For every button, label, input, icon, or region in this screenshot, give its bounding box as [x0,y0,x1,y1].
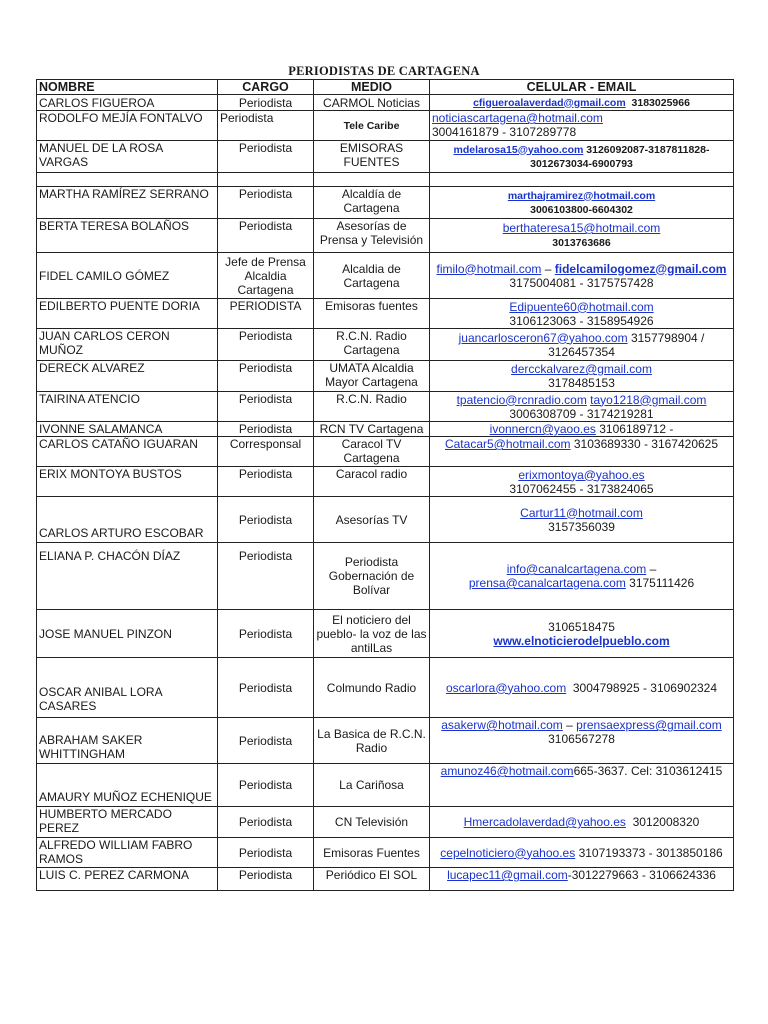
table-row [37,437,734,467]
cell-nombre: ELIANA P. CHACÓN DÍAZ [37,543,218,610]
phone-text: 3107062455 - 3173824065 [509,481,654,496]
email-link[interactable]: mdelarosa15@yahoo.com [453,143,584,156]
phone-text: 3126092087-3187811828-3012673034-6900793 [530,143,710,170]
phone-text: 3012008320 [632,815,700,829]
cell-contacto [430,718,734,764]
email-link-2[interactable]: prensa@canalcartagena.com [468,576,626,590]
cell-medio: CN Televisión [314,807,430,838]
email-link[interactable]: juancarlosceron67@yahoo.com [458,330,628,345]
email-link[interactable]: Cartur11@hotmail.com [520,505,643,520]
cell-nombre: MANUEL DE LA ROSA VARGAS [37,141,218,173]
cell-medio: La Cariñosa [314,764,430,807]
cell-nombre: EDILBERTO PUENTE DORIA [37,299,218,329]
phone-text: -3012279663 - 3106624336 [567,868,716,882]
email-link[interactable]: dercckalvarez@gmail.com [511,362,652,376]
cell-cargo: Periodista [218,807,314,838]
email-link[interactable]: Catacar5@hotmail.com [444,437,571,451]
table-row [37,141,734,173]
phone-text: 3006103800-6604302 [530,203,633,216]
cell-medio: RCN TV Cartagena [314,422,430,437]
cell-contacto [430,610,734,658]
cell-medio: Caracol TV Cartagena [314,437,430,467]
cell-cargo: Periodista [218,868,314,891]
cell-cargo: Periodista [218,658,314,718]
phone-text: 665-3637. Cel: 3103612415 [573,764,723,778]
cell-medio: Alcaldia de Cartagena [314,253,430,299]
cell-contacto [430,329,734,361]
cell-medio: UMATA Alcaldia Mayor Cartagena [314,361,430,392]
cell-nombre: ABRAHAM SAKER WHITTINGHAM [37,718,218,764]
cell-nombre: RODOLFO MEJÍA FONTALVO [37,111,218,141]
email-link[interactable]: oscarlora@yahoo.com [445,680,567,695]
cell-cargo: Periodista [218,610,314,658]
email-link[interactable]: erixmontoya@yahoo.es [518,467,645,482]
email-link[interactable]: marthajramirez@hotmail.com [507,189,656,202]
cell-medio: EMISORAS FUENTES [314,141,430,173]
cell-medio: Alcaldía de Cartagena [314,187,430,219]
cell-cargo: Periodista [218,111,314,141]
cell-cargo: Jefe de Prensa Alcaldia Cartagena [218,253,314,299]
cell-contacto [430,467,734,497]
email-link[interactable]: asakerw@hotmail.com [441,718,563,732]
cell-nombre: IVONNE SALAMANCA [37,422,218,437]
table-row-empty [37,173,734,187]
cell-nombre: BERTA TERESA BOLAÑOS [37,219,218,253]
table-row [37,329,734,361]
cell-nombre: CARLOS ARTURO ESCOBAR [37,497,218,543]
email-link[interactable]: cfigueroalaverdad@gmail.com [473,96,626,109]
cell-medio: R.C.N. Radio [314,392,430,422]
table-row [37,807,734,838]
cell-medio: Periodista Gobernación de Bolívar [314,543,430,610]
phone-text: 3013763686 [552,237,611,249]
cell-contacto [430,437,734,467]
cell-contacto [430,95,734,111]
cell-contacto [430,658,734,718]
cell-contacto [430,838,734,868]
cell-contacto [430,764,734,807]
table-row [37,219,734,253]
cell-nombre: OSCAR ANIBAL LORA CASARES [37,658,218,718]
cell-contacto [430,807,734,838]
cell-contacto [430,422,734,437]
phone-text: 3004798925 - 3106902324 [572,680,718,695]
phone-text: 3004161879 - 3107289778 [432,125,577,139]
website-link[interactable]: www.elnoticierodelpueblo.com [493,633,670,648]
header-cargo: CARGO [218,80,314,95]
cell-medio: Caracol radio [314,467,430,497]
table-row [37,187,734,219]
cell-medio [314,173,430,187]
cell-cargo: Periodista [218,187,314,219]
cell-cargo: Periodista [218,543,314,610]
cell-medio: Emisoras Fuentes [314,838,430,868]
cell-medio: La Basica de R.C.N. Radio [314,718,430,764]
email-link[interactable]: noticiascartagena@hotmail.com [432,111,603,125]
cell-cargo: Periodista [218,392,314,422]
cell-cargo: Periodista [218,497,314,543]
cell-medio: Tele Caribe [314,111,430,141]
phone-text: 3183025966 [631,96,690,109]
cell-cargo: Periodista [218,718,314,764]
phone-text: 3106518475 [548,619,615,634]
cell-nombre: TAIRINA ATENCIO [37,392,218,422]
cell-nombre: ALFREDO WILLIAM FABRO RAMOS [37,838,218,868]
phone-text: 3106123063 - 3158954926 [509,313,654,328]
table-row [37,111,734,141]
table-row [37,467,734,497]
separator-text: – [562,718,577,732]
table-header-row [37,80,734,95]
cell-contacto [430,361,734,392]
cell-contacto [430,497,734,543]
cell-cargo: Periodista [218,329,314,361]
cell-nombre: FIDEL CAMILO GÓMEZ [37,253,218,299]
phone-text: 3157356039 [548,519,615,534]
phone-text: 3106189712 - [599,422,674,436]
cell-cargo: Periodista [218,219,314,253]
cell-nombre: JUAN CARLOS CERON MUÑOZ [37,329,218,361]
cell-contacto [430,111,734,141]
email-link[interactable]: berthateresa15@hotmail.com [502,221,661,235]
cell-contacto [430,173,734,187]
email-link[interactable]: amunoz46@hotmail.com [440,764,574,778]
email-link[interactable]: info@canalcartagena.com [506,562,647,576]
cell-cargo: PERIODISTA [218,299,314,329]
cell-medio: R.C.N. Radio Cartagena [314,329,430,361]
email-link-2[interactable]: fidelcamilogomez@gmail.com [554,261,727,276]
cell-medio: Emisoras fuentes [314,299,430,329]
cell-medio: Asesorías de Prensa y Televisión [314,219,430,253]
phone-text: 3006308709 - 3174219281 [509,406,654,421]
cell-contacto [430,392,734,422]
phone-text: 3178485153 [548,376,615,390]
cell-cargo: Periodista [218,361,314,392]
table-row [37,95,734,111]
page-title: PERIODISTAS DE CARTAGENA [288,64,480,78]
table-row [37,361,734,392]
email-link[interactable]: lucapec11@gmail.com [447,868,568,882]
header-nombre: NOMBRE [37,80,218,95]
email-link[interactable]: tpatencio@rcnradio.com [456,392,587,407]
table-row [37,497,734,543]
cell-nombre: CARLOS FIGUEROA [37,95,218,111]
table-row [37,253,734,299]
table-row [37,764,734,807]
cell-nombre: ERIX MONTOYA BUSTOS [37,467,218,497]
cell-cargo [218,173,314,187]
cell-cargo: Periodista [218,422,314,437]
email-link-2[interactable]: prensaexpress@gmail.com [576,718,722,732]
cell-contacto [430,543,734,610]
cell-cargo: Periodista [218,141,314,173]
cell-cargo: Periodista [218,95,314,111]
table-row [37,838,734,868]
separator-text: – [541,261,555,276]
phone-text: 3175111426 [629,576,695,590]
header-contacto: CELULAR - EMAIL [430,80,734,95]
cell-nombre: AMAURY MUÑOZ ECHENIQUE [37,764,218,807]
cell-contacto [430,219,734,253]
cell-cargo: Periodista [218,838,314,868]
cell-cargo: Corresponsal [218,437,314,467]
phone-text: 3175004081 - 3175757428 [509,275,654,290]
table-row [37,610,734,658]
cell-contacto [430,868,734,891]
cell-nombre: LUIS C. PEREZ CARMONA [37,868,218,891]
email-link[interactable]: ivonnercn@yaoo.es [489,422,596,436]
cell-medio: CARMOL Noticias [314,95,430,111]
email-link[interactable]: Hmercadolaverdad@yahoo.es [463,815,626,829]
table-row [37,392,734,422]
cell-nombre: MARTHA RAMÍREZ SERRANO [37,187,218,219]
email-link[interactable]: cepelnoticiero@yahoo.es [440,845,576,860]
phone-text: 3103689330 - 3167420625 [573,437,719,451]
cell-medio: Asesorías TV [314,497,430,543]
cell-medio: Periódico El SOL [314,868,430,891]
cell-contacto [430,187,734,219]
cell-cargo: Periodista [218,764,314,807]
phone-text: 3107193373 - 3013850186 [578,845,723,860]
table-row [37,543,734,610]
cell-contacto [430,253,734,299]
cell-contacto [430,141,734,173]
cell-nombre: DERECK ALVAREZ [37,361,218,392]
phone-text: 3106567278 [548,732,615,746]
cell-nombre: JOSE MANUEL PINZON [37,610,218,658]
table-row [37,718,734,764]
cell-cargo: Periodista [218,467,314,497]
table-row [37,299,734,329]
phone-text: 3157798904 / 3126457354 [548,330,705,359]
header-medio: MEDIO [314,80,430,95]
separator-text: – [646,562,657,576]
table-row [37,422,734,437]
cell-nombre: CARLOS CATAÑO IGUARAN [37,437,218,467]
journalists-table [36,79,734,891]
cell-contacto [430,299,734,329]
cell-medio: El noticiero del pueblo- la voz de las antilLas [314,610,430,658]
cell-nombre: HUMBERTO MERCADO PEREZ [37,807,218,838]
table-row [37,658,734,718]
email-link[interactable]: fimilo@hotmail.com [436,261,542,276]
table-row [37,868,734,891]
email-link-2[interactable]: tayo1218@gmail.com [590,392,707,407]
cell-medio: Colmundo Radio [314,658,430,718]
cell-nombre [37,173,218,187]
email-link[interactable]: Edipuente60@hotmail.com [509,299,654,314]
